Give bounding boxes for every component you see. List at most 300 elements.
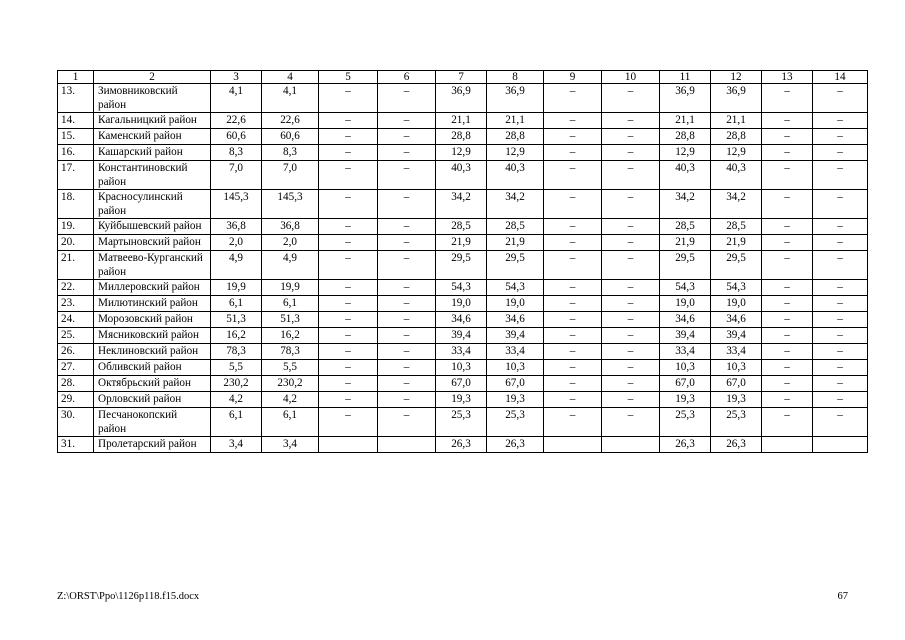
value-cell-7: 67,0 <box>436 376 487 392</box>
value-cell-3: 8,3 <box>211 145 262 161</box>
value-cell-14: – <box>813 219 868 235</box>
table-row <box>58 312 868 328</box>
value-cell-10: – <box>602 190 660 219</box>
value-cell-11: 28,5 <box>660 219 711 235</box>
value-cell-9: – <box>544 84 602 113</box>
row-number: 24. <box>58 312 94 328</box>
row-number: 16. <box>58 145 94 161</box>
value-cell-8: 33,4 <box>487 344 544 360</box>
value-cell-13: – <box>762 408 813 437</box>
value-cell-13: – <box>762 235 813 251</box>
value-cell-4: 145,3 <box>262 190 319 219</box>
value-cell-8: 54,3 <box>487 280 544 296</box>
row-number: 28. <box>58 376 94 392</box>
table-row <box>58 280 868 296</box>
value-cell-8: 34,2 <box>487 190 544 219</box>
value-cell-8: 12,9 <box>487 145 544 161</box>
column-header-1: 1 <box>58 71 94 84</box>
header-row <box>58 71 868 84</box>
column-header-3: 3 <box>211 71 262 84</box>
value-cell-5: – <box>319 408 378 437</box>
value-cell-5: – <box>319 113 378 129</box>
value-cell-10: – <box>602 219 660 235</box>
value-cell-13: – <box>762 129 813 145</box>
value-cell-9: – <box>544 296 602 312</box>
value-cell-7: 40,3 <box>436 161 487 190</box>
table-row <box>58 360 868 376</box>
value-cell-12: 40,3 <box>711 161 762 190</box>
value-cell-12: 54,3 <box>711 280 762 296</box>
value-cell-5: – <box>319 392 378 408</box>
table-row <box>58 344 868 360</box>
value-cell-8: 29,5 <box>487 251 544 280</box>
district-name: Октябрьский район <box>94 376 211 392</box>
value-cell-5: – <box>319 312 378 328</box>
value-cell-4: 60,6 <box>262 129 319 145</box>
value-cell-13: – <box>762 84 813 113</box>
value-cell-3: 78,3 <box>211 344 262 360</box>
value-cell-12: 33,4 <box>711 344 762 360</box>
value-cell-9: – <box>544 328 602 344</box>
value-cell-10: – <box>602 161 660 190</box>
value-cell-13: – <box>762 360 813 376</box>
page-number: 67 <box>837 591 848 602</box>
value-cell-8: 40,3 <box>487 161 544 190</box>
value-cell-4: 51,3 <box>262 312 319 328</box>
district-name: Кагальницкий район <box>94 113 211 129</box>
value-cell-13: – <box>762 280 813 296</box>
value-cell-10: – <box>602 235 660 251</box>
table-row <box>58 376 868 392</box>
value-cell-7: 19,0 <box>436 296 487 312</box>
value-cell-3: 3,4 <box>211 437 262 453</box>
value-cell-14: – <box>813 376 868 392</box>
value-cell-7: 34,2 <box>436 190 487 219</box>
value-cell-10: – <box>602 145 660 161</box>
row-number: 15. <box>58 129 94 145</box>
table-row <box>58 84 868 113</box>
value-cell-9: – <box>544 145 602 161</box>
value-cell-3: 19,9 <box>211 280 262 296</box>
value-cell-14: – <box>813 280 868 296</box>
value-cell-6: – <box>378 251 436 280</box>
value-cell-3: 145,3 <box>211 190 262 219</box>
value-cell-7: 54,3 <box>436 280 487 296</box>
row-number: 31. <box>58 437 94 453</box>
table-row <box>58 392 868 408</box>
value-cell-14: – <box>813 296 868 312</box>
table-row <box>58 408 868 437</box>
value-cell-8: 67,0 <box>487 376 544 392</box>
value-cell-11: 21,1 <box>660 113 711 129</box>
value-cell-12: 67,0 <box>711 376 762 392</box>
value-cell-13: – <box>762 190 813 219</box>
value-cell-4: 8,3 <box>262 145 319 161</box>
value-cell-9 <box>544 437 602 453</box>
value-cell-6: – <box>378 392 436 408</box>
value-cell-11: 21,9 <box>660 235 711 251</box>
value-cell-3: 16,2 <box>211 328 262 344</box>
table-row <box>58 129 868 145</box>
value-cell-14: – <box>813 84 868 113</box>
value-cell-7: 26,3 <box>436 437 487 453</box>
value-cell-5 <box>319 437 378 453</box>
value-cell-6: – <box>378 360 436 376</box>
value-cell-6: – <box>378 113 436 129</box>
value-cell-8: 34,6 <box>487 312 544 328</box>
value-cell-10: – <box>602 113 660 129</box>
column-header-4: 4 <box>262 71 319 84</box>
row-number: 13. <box>58 84 94 113</box>
value-cell-14: – <box>813 344 868 360</box>
value-cell-3: 230,2 <box>211 376 262 392</box>
value-cell-14: – <box>813 129 868 145</box>
value-cell-13: – <box>762 251 813 280</box>
row-number: 18. <box>58 190 94 219</box>
value-cell-6: – <box>378 190 436 219</box>
data-table <box>57 70 868 453</box>
district-name: Песчанокопский район <box>94 408 211 437</box>
value-cell-7: 39,4 <box>436 328 487 344</box>
value-cell-11: 10,3 <box>660 360 711 376</box>
value-cell-13: – <box>762 219 813 235</box>
value-cell-5: – <box>319 129 378 145</box>
value-cell-8: 36,9 <box>487 84 544 113</box>
value-cell-9: – <box>544 235 602 251</box>
value-cell-11: 12,9 <box>660 145 711 161</box>
value-cell-9: – <box>544 360 602 376</box>
value-cell-9: – <box>544 161 602 190</box>
value-cell-8: 19,0 <box>487 296 544 312</box>
value-cell-13: – <box>762 113 813 129</box>
value-cell-6: – <box>378 344 436 360</box>
value-cell-6: – <box>378 296 436 312</box>
row-number: 26. <box>58 344 94 360</box>
district-name: Обливский район <box>94 360 211 376</box>
district-name: Красносулинский район <box>94 190 211 219</box>
value-cell-6: – <box>378 161 436 190</box>
value-cell-5: – <box>319 219 378 235</box>
value-cell-3: 36,8 <box>211 219 262 235</box>
value-cell-9: – <box>544 251 602 280</box>
value-cell-4: 4,2 <box>262 392 319 408</box>
value-cell-14: – <box>813 251 868 280</box>
value-cell-8: 28,5 <box>487 219 544 235</box>
value-cell-5: – <box>319 376 378 392</box>
value-cell-9: – <box>544 190 602 219</box>
value-cell-12: 26,3 <box>711 437 762 453</box>
value-cell-11: 25,3 <box>660 408 711 437</box>
value-cell-12: 36,9 <box>711 84 762 113</box>
value-cell-12: 34,6 <box>711 312 762 328</box>
row-number: 21. <box>58 251 94 280</box>
value-cell-12: 28,8 <box>711 129 762 145</box>
table-row <box>58 219 868 235</box>
value-cell-14: – <box>813 113 868 129</box>
value-cell-3: 5,5 <box>211 360 262 376</box>
value-cell-3: 6,1 <box>211 296 262 312</box>
value-cell-4: 5,5 <box>262 360 319 376</box>
value-cell-10: – <box>602 251 660 280</box>
value-cell-4: 3,4 <box>262 437 319 453</box>
district-name: Морозовский район <box>94 312 211 328</box>
value-cell-14: – <box>813 161 868 190</box>
value-cell-9: – <box>544 392 602 408</box>
value-cell-14: – <box>813 312 868 328</box>
value-cell-7: 10,3 <box>436 360 487 376</box>
value-cell-13: – <box>762 344 813 360</box>
value-cell-3: 22,6 <box>211 113 262 129</box>
table-row <box>58 251 868 280</box>
row-number: 25. <box>58 328 94 344</box>
row-number: 27. <box>58 360 94 376</box>
value-cell-14: – <box>813 392 868 408</box>
column-header-11: 11 <box>660 71 711 84</box>
value-cell-12: 12,9 <box>711 145 762 161</box>
value-cell-4: 19,9 <box>262 280 319 296</box>
value-cell-7: 25,3 <box>436 408 487 437</box>
value-cell-9: – <box>544 129 602 145</box>
value-cell-6: – <box>378 328 436 344</box>
value-cell-11: 36,9 <box>660 84 711 113</box>
value-cell-14: – <box>813 328 868 344</box>
value-cell-14: – <box>813 408 868 437</box>
value-cell-6: – <box>378 84 436 113</box>
column-header-9: 9 <box>544 71 602 84</box>
value-cell-3: 4,9 <box>211 251 262 280</box>
value-cell-9: – <box>544 376 602 392</box>
value-cell-11: 28,8 <box>660 129 711 145</box>
table-row <box>58 437 868 453</box>
value-cell-13 <box>762 437 813 453</box>
value-cell-5: – <box>319 360 378 376</box>
value-cell-8: 10,3 <box>487 360 544 376</box>
district-name: Куйбышевский район <box>94 219 211 235</box>
value-cell-11: 67,0 <box>660 376 711 392</box>
value-cell-7: 33,4 <box>436 344 487 360</box>
value-cell-7: 29,5 <box>436 251 487 280</box>
value-cell-12: 39,4 <box>711 328 762 344</box>
value-cell-14 <box>813 437 868 453</box>
value-cell-10: – <box>602 360 660 376</box>
value-cell-11: 39,4 <box>660 328 711 344</box>
value-cell-8: 21,9 <box>487 235 544 251</box>
value-cell-5: – <box>319 84 378 113</box>
district-name: Мясниковский район <box>94 328 211 344</box>
value-cell-8: 26,3 <box>487 437 544 453</box>
value-cell-8: 28,8 <box>487 129 544 145</box>
value-cell-11: 33,4 <box>660 344 711 360</box>
value-cell-5: – <box>319 328 378 344</box>
value-cell-5: – <box>319 235 378 251</box>
row-number: 23. <box>58 296 94 312</box>
value-cell-4: 4,1 <box>262 84 319 113</box>
value-cell-5: – <box>319 161 378 190</box>
row-number: 29. <box>58 392 94 408</box>
row-number: 30. <box>58 408 94 437</box>
value-cell-4: 6,1 <box>262 296 319 312</box>
value-cell-13: – <box>762 145 813 161</box>
value-cell-10 <box>602 437 660 453</box>
column-header-5: 5 <box>319 71 378 84</box>
value-cell-6 <box>378 437 436 453</box>
row-number: 17. <box>58 161 94 190</box>
column-header-6: 6 <box>378 71 436 84</box>
value-cell-9: – <box>544 113 602 129</box>
value-cell-6: – <box>378 408 436 437</box>
value-cell-12: 25,3 <box>711 408 762 437</box>
value-cell-10: – <box>602 129 660 145</box>
value-cell-11: 29,5 <box>660 251 711 280</box>
value-cell-12: 28,5 <box>711 219 762 235</box>
table-row <box>58 235 868 251</box>
value-cell-9: – <box>544 408 602 437</box>
value-cell-8: 39,4 <box>487 328 544 344</box>
table-row <box>58 296 868 312</box>
value-cell-7: 19,3 <box>436 392 487 408</box>
value-cell-7: 28,5 <box>436 219 487 235</box>
value-cell-10: – <box>602 344 660 360</box>
table-row <box>58 190 868 219</box>
value-cell-4: 230,2 <box>262 376 319 392</box>
district-name: Орловский район <box>94 392 211 408</box>
district-name: Пролетарский район <box>94 437 211 453</box>
value-cell-6: – <box>378 280 436 296</box>
district-name: Кашарский район <box>94 145 211 161</box>
row-number: 20. <box>58 235 94 251</box>
value-cell-10: – <box>602 312 660 328</box>
district-name: Матвеево-Курганский район <box>94 251 211 280</box>
value-cell-6: – <box>378 219 436 235</box>
value-cell-4: 22,6 <box>262 113 319 129</box>
value-cell-14: – <box>813 145 868 161</box>
district-name: Миллеровский район <box>94 280 211 296</box>
value-cell-3: 7,0 <box>211 161 262 190</box>
value-cell-7: 28,8 <box>436 129 487 145</box>
table-row <box>58 113 868 129</box>
value-cell-7: 21,1 <box>436 113 487 129</box>
value-cell-4: 16,2 <box>262 328 319 344</box>
value-cell-12: 10,3 <box>711 360 762 376</box>
value-cell-3: 60,6 <box>211 129 262 145</box>
value-cell-9: – <box>544 219 602 235</box>
footer-file-path: Z:\ORST\Ppo\1126p118.f15.docx <box>57 591 200 602</box>
value-cell-13: – <box>762 328 813 344</box>
value-cell-14: – <box>813 190 868 219</box>
value-cell-3: 4,2 <box>211 392 262 408</box>
value-cell-12: 21,9 <box>711 235 762 251</box>
value-cell-7: 12,9 <box>436 145 487 161</box>
column-header-7: 7 <box>436 71 487 84</box>
value-cell-11: 19,0 <box>660 296 711 312</box>
value-cell-11: 40,3 <box>660 161 711 190</box>
value-cell-10: – <box>602 408 660 437</box>
value-cell-10: – <box>602 280 660 296</box>
district-name: Зимовниковский район <box>94 84 211 113</box>
value-cell-3: 2,0 <box>211 235 262 251</box>
value-cell-3: 4,1 <box>211 84 262 113</box>
value-cell-10: – <box>602 376 660 392</box>
row-number: 19. <box>58 219 94 235</box>
value-cell-6: – <box>378 129 436 145</box>
value-cell-13: – <box>762 392 813 408</box>
table-row <box>58 161 868 190</box>
district-name: Мартыновский район <box>94 235 211 251</box>
value-cell-6: – <box>378 312 436 328</box>
value-cell-12: 34,2 <box>711 190 762 219</box>
value-cell-5: – <box>319 190 378 219</box>
table-row <box>58 145 868 161</box>
table-row <box>58 328 868 344</box>
column-header-13: 13 <box>762 71 813 84</box>
value-cell-6: – <box>378 376 436 392</box>
value-cell-12: 29,5 <box>711 251 762 280</box>
value-cell-7: 36,9 <box>436 84 487 113</box>
column-header-10: 10 <box>602 71 660 84</box>
value-cell-3: 51,3 <box>211 312 262 328</box>
row-number: 14. <box>58 113 94 129</box>
value-cell-10: – <box>602 392 660 408</box>
column-header-2: 2 <box>94 71 211 84</box>
value-cell-11: 34,6 <box>660 312 711 328</box>
value-cell-12: 19,0 <box>711 296 762 312</box>
value-cell-6: – <box>378 235 436 251</box>
value-cell-13: – <box>762 312 813 328</box>
value-cell-11: 34,2 <box>660 190 711 219</box>
district-name: Каменский район <box>94 129 211 145</box>
value-cell-8: 19,3 <box>487 392 544 408</box>
value-cell-13: – <box>762 296 813 312</box>
value-cell-4: 6,1 <box>262 408 319 437</box>
value-cell-13: – <box>762 161 813 190</box>
value-cell-5: – <box>319 251 378 280</box>
value-cell-11: 26,3 <box>660 437 711 453</box>
value-cell-8: 25,3 <box>487 408 544 437</box>
value-cell-3: 6,1 <box>211 408 262 437</box>
value-cell-4: 2,0 <box>262 235 319 251</box>
value-cell-9: – <box>544 344 602 360</box>
value-cell-5: – <box>319 344 378 360</box>
value-cell-7: 34,6 <box>436 312 487 328</box>
value-cell-4: 78,3 <box>262 344 319 360</box>
value-cell-4: 7,0 <box>262 161 319 190</box>
column-header-14: 14 <box>813 71 868 84</box>
value-cell-5: – <box>319 145 378 161</box>
value-cell-5: – <box>319 296 378 312</box>
value-cell-7: 21,9 <box>436 235 487 251</box>
value-cell-12: 21,1 <box>711 113 762 129</box>
value-cell-14: – <box>813 360 868 376</box>
district-name: Милютинский район <box>94 296 211 312</box>
value-cell-12: 19,3 <box>711 392 762 408</box>
value-cell-8: 21,1 <box>487 113 544 129</box>
district-name: Константиновский район <box>94 161 211 190</box>
value-cell-9: – <box>544 312 602 328</box>
value-cell-10: – <box>602 84 660 113</box>
value-cell-6: – <box>378 145 436 161</box>
district-name: Неклиновский район <box>94 344 211 360</box>
column-header-8: 8 <box>487 71 544 84</box>
value-cell-4: 4,9 <box>262 251 319 280</box>
value-cell-10: – <box>602 296 660 312</box>
row-number: 22. <box>58 280 94 296</box>
value-cell-11: 19,3 <box>660 392 711 408</box>
value-cell-9: – <box>544 280 602 296</box>
value-cell-10: – <box>602 328 660 344</box>
value-cell-14: – <box>813 235 868 251</box>
value-cell-5: – <box>319 280 378 296</box>
column-header-12: 12 <box>711 71 762 84</box>
